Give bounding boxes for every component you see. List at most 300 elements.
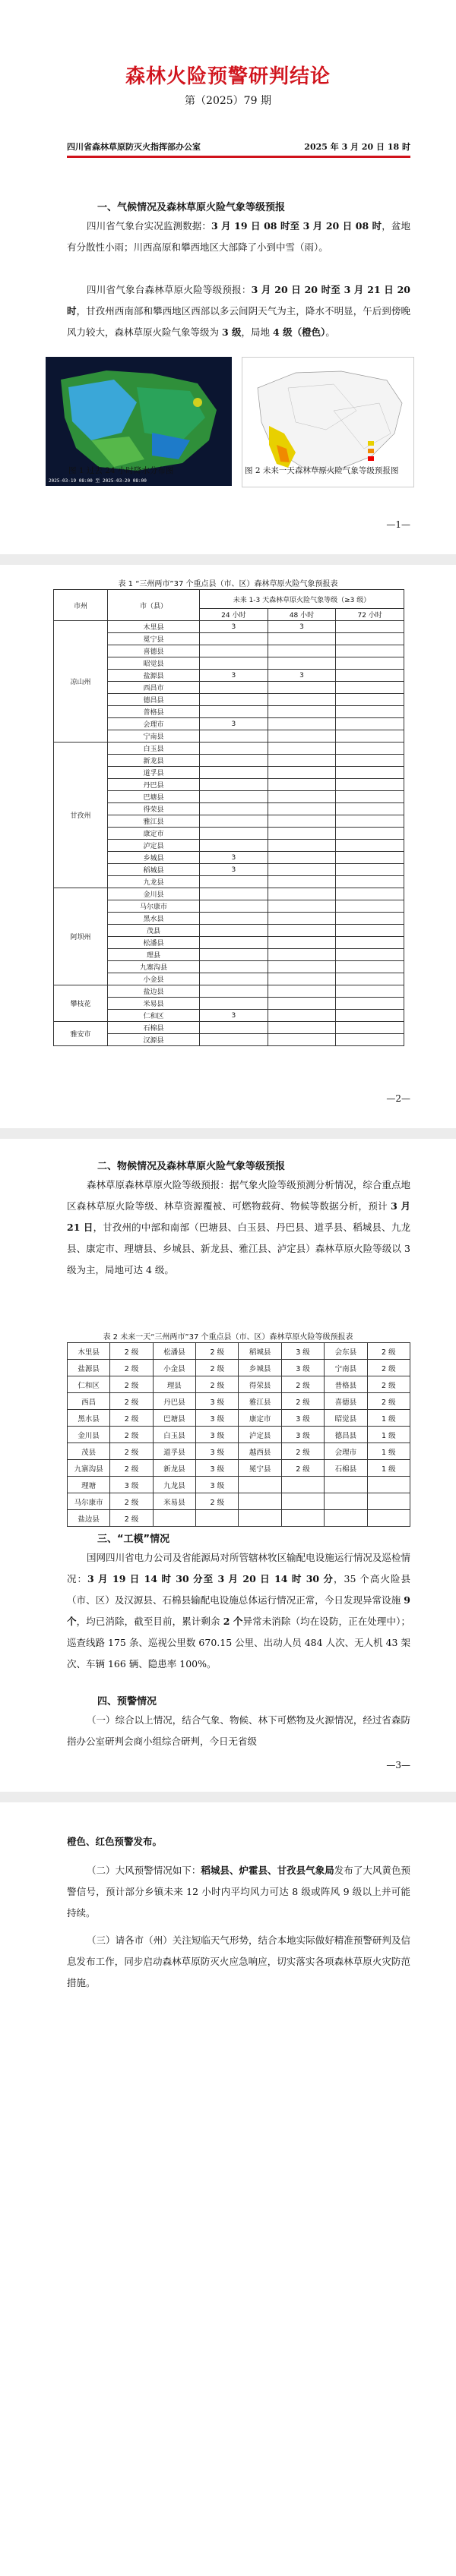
s4p2-text-c: 发布了大风黄色预警信号，预计部分乡镇未来 12 小时内平均风力可达 8 级或阵风 9 级以上并可能持续。: [67, 1865, 410, 1919]
t1-level-cell: [336, 694, 404, 706]
t1-level-cell: [336, 1010, 404, 1022]
t1-level-cell: [200, 1022, 268, 1034]
s1p2-level: 3 级: [221, 326, 242, 338]
t2-level-cell: 2 级: [110, 1343, 153, 1360]
t2-level-cell: 2 级: [110, 1510, 153, 1527]
t1-level-cell: [336, 815, 404, 828]
t2-county-cell: 盐源县: [68, 1360, 110, 1376]
t1-level-cell: [336, 973, 404, 985]
t1-level-cell: [200, 706, 268, 718]
s4p2-text-a: （二）大风预警情况如下：: [87, 1865, 201, 1876]
t1-level-cell: [336, 645, 404, 657]
s1p1-text-a: 四川省气象台实况监测数据：: [87, 220, 211, 232]
t2-county-cell: 冕宁县: [239, 1460, 281, 1477]
t2-county-cell: 泸定县: [239, 1427, 281, 1443]
t1-level-cell: [268, 755, 336, 767]
s2-text-c: ，甘孜州的中部和南部（巴塘县、白玉县、丹巴县、道孚县、稻城县、九龙县、康定市、理塘县、乡城县、新龙县、雅江县、泸定县）森林草原火险等级以 3 级为主，局地可达 4 级。: [67, 1222, 410, 1275]
t1-level-cell: [268, 973, 336, 985]
t2-level-cell: 3 级: [281, 1410, 324, 1427]
t2-county-cell: 松潘县: [153, 1343, 195, 1360]
s3-text-c: ，35 个高火险县（市、区）及汉源县、石棉县输配电设施总体运行情况正常，今日发现异常设施: [67, 1573, 410, 1606]
t1-level-cell: 3: [200, 621, 268, 633]
s3-count-remaining: 2 个: [223, 1616, 243, 1627]
table-row: [54, 1022, 404, 1034]
t1-col-48h: 48 小时: [268, 609, 336, 621]
t1-level-cell: [200, 998, 268, 1010]
t2-county-cell: 乡城县: [239, 1360, 281, 1376]
t1-county-cell: 黑水县: [108, 913, 200, 925]
t2-level-cell: 3 级: [196, 1427, 239, 1443]
t1-level-cell: [336, 949, 404, 961]
t1-level-cell: [200, 985, 268, 998]
t1-level-cell: [268, 1022, 336, 1034]
table-row: [68, 1477, 410, 1493]
table-row: [68, 1510, 410, 1527]
t1-county-cell: 普格县: [108, 706, 200, 718]
section1-heading: 一、气候情况及森林草原火险气象等级预报: [97, 202, 286, 213]
t1-level-cell: [200, 694, 268, 706]
t1-level-cell: [268, 913, 336, 925]
t1-level-cell: [336, 985, 404, 998]
t1-level-cell: [200, 755, 268, 767]
t2-level-cell: [281, 1510, 324, 1527]
t1-level-cell: [336, 743, 404, 755]
t2-county-cell: 白玉县: [153, 1427, 195, 1443]
t1-level-cell: [200, 913, 268, 925]
s2-text-a: 森林草原森林草原火险等级预报：据气象火险等级预测分析情况，综合重点地区森林草原火险等级、林草资源覆被、可燃物载荷、物候等数据分析，预计: [67, 1179, 410, 1212]
t1-level-cell: [268, 815, 336, 828]
t1-level-cell: [268, 803, 336, 815]
t1-level-cell: [336, 961, 404, 973]
t2-level-cell: [281, 1477, 324, 1493]
table-row: [68, 1393, 410, 1410]
t1-level-cell: 3: [200, 852, 268, 864]
t1-county-cell: 新龙县: [108, 755, 200, 767]
t1-body: [54, 621, 404, 1046]
t2-county-cell: [239, 1493, 281, 1510]
t1-level-cell: [336, 755, 404, 767]
t1-level-cell: [336, 718, 404, 730]
t1-level-cell: [336, 900, 404, 913]
page-separator: [0, 1128, 456, 1139]
t1-level-cell: [200, 973, 268, 985]
t1-level-cell: 3: [268, 621, 336, 633]
t1-county-cell: 昭觉县: [108, 657, 200, 670]
t1-level-cell: [200, 645, 268, 657]
t1-level-cell: [268, 730, 336, 743]
section3-para: [67, 1547, 410, 1675]
t1-level-cell: [268, 828, 336, 840]
table1-caption: 表 1 “三州两市”37 个重点县（市、区）森林草原火险气象预报表: [118, 580, 338, 588]
t1-level-cell: 3: [200, 1010, 268, 1022]
t1-level-cell: [200, 840, 268, 852]
t2-county-cell: 茂县: [68, 1443, 110, 1460]
t2-county-cell: 九龙县: [153, 1477, 195, 1493]
t2-county-cell: 九寨沟县: [68, 1460, 110, 1477]
precip-map-timestamp: 2025-03-19 08:00 至 2025-03-20 08:00: [49, 478, 147, 484]
issue-number: 第（2025）79 期: [185, 95, 271, 107]
t1-level-cell: [200, 657, 268, 670]
t1-county-cell: 小金县: [108, 973, 200, 985]
t1-level-cell: [268, 767, 336, 779]
t1-level-cell: [268, 706, 336, 718]
t1-col-pref: 市州: [54, 590, 108, 621]
t2-county-cell: 会东县: [325, 1343, 367, 1360]
t1-level-cell: [200, 925, 268, 937]
t1-county-cell: 盐源县: [108, 670, 200, 682]
s1p2-text-g: 。: [325, 326, 335, 338]
t1-county-cell: 雅江县: [108, 815, 200, 828]
s1p1-text-c: ，盆地有分散性小雨；川西高原和攀西地区大部降了小到中雪（雨）。: [67, 220, 410, 253]
t1-county-cell: 得荣县: [108, 803, 200, 815]
t1-col-county: 市（县）: [108, 590, 200, 621]
t2-level-cell: 2 级: [196, 1360, 239, 1376]
section4-heading: 四、预警情况: [97, 1696, 157, 1707]
table-row: [68, 1493, 410, 1510]
s2-date: 3 月 21 日: [67, 1200, 410, 1233]
t1-level-cell: [268, 718, 336, 730]
t1-level-cell: [268, 888, 336, 900]
t2-county-cell: 木里县: [68, 1343, 110, 1360]
section4-para1-cont: 橙色、红色预警发布。: [67, 1836, 163, 1847]
t1-level-cell: [268, 985, 336, 998]
t1-prefecture-cell: 阿坝州: [54, 888, 108, 985]
section1-para1: [67, 216, 410, 258]
fig1-caption: 图 1 过去 24 小时降水分布图: [68, 466, 174, 475]
t2-level-cell: 2 级: [110, 1360, 153, 1376]
t1-level-cell: 3: [268, 670, 336, 682]
section3-heading: 三、“工模”情况: [97, 1534, 170, 1545]
t2-level-cell: 2 级: [110, 1376, 153, 1393]
t2-county-cell: 仁和区: [68, 1376, 110, 1393]
issue-datetime: 2025 年 3 月 20 日 18 时: [304, 142, 410, 152]
t1-level-cell: [336, 730, 404, 743]
t1-level-cell: [268, 961, 336, 973]
t2-county-cell: 宁南县: [325, 1360, 367, 1376]
t2-county-cell: 巴塘县: [153, 1410, 195, 1427]
t2-level-cell: [367, 1510, 410, 1527]
t2-level-cell: [196, 1510, 239, 1527]
s1p2-text-e: ，局地: [241, 326, 274, 338]
t1-level-cell: [268, 840, 336, 852]
t1-level-cell: [336, 888, 404, 900]
s1p1-time: 3 月 19 日 08 时至 3 月 20 日 08 时: [211, 220, 382, 232]
t1-level-cell: [336, 621, 404, 633]
t1-level-cell: [268, 864, 336, 876]
t1-prefecture-cell: 攀枝花: [54, 985, 108, 1022]
t1-level-cell: [336, 779, 404, 791]
t2-county-cell: [239, 1477, 281, 1493]
t2-county-cell: [325, 1493, 367, 1510]
t2-body: [68, 1343, 410, 1527]
t1-level-cell: [200, 815, 268, 828]
t1-county-cell: 九龙县: [108, 876, 200, 888]
t2-level-cell: 3 级: [196, 1410, 239, 1427]
t1-col-72h: 72 小时: [336, 609, 404, 621]
t1-level-cell: [268, 694, 336, 706]
table-row: [54, 888, 404, 900]
t2-county-cell: 盐边县: [68, 1510, 110, 1527]
t2-level-cell: 1 级: [367, 1427, 410, 1443]
section2-para: [67, 1174, 410, 1281]
t1-county-cell: 理县: [108, 949, 200, 961]
t2-level-cell: 1 级: [367, 1443, 410, 1460]
t1-county-cell: 会理市: [108, 718, 200, 730]
t1-level-cell: [268, 925, 336, 937]
t1-county-cell: 喜德县: [108, 645, 200, 657]
t1-level-cell: [200, 937, 268, 949]
t2-county-cell: [325, 1510, 367, 1527]
t1-level-cell: [200, 682, 268, 694]
table-row: [68, 1376, 410, 1393]
t2-level-cell: 2 级: [367, 1393, 410, 1410]
t1-level-cell: [268, 779, 336, 791]
table2-caption: 表 2 未来一天“三州两市”37 个重点县（市、区）森林草原火险等级预报表: [103, 1333, 353, 1342]
t2-county-cell: 理县: [153, 1376, 195, 1393]
t2-level-cell: 3 级: [281, 1360, 324, 1376]
t1-level-cell: [268, 998, 336, 1010]
t1-level-cell: [200, 888, 268, 900]
t1-level-cell: [200, 949, 268, 961]
t2-county-cell: 米易县: [153, 1493, 195, 1510]
t1-level-cell: [200, 743, 268, 755]
t2-level-cell: 3 级: [196, 1460, 239, 1477]
t2-level-cell: 2 级: [281, 1393, 324, 1410]
t2-level-cell: 1 级: [367, 1410, 410, 1427]
t1-level-cell: 3: [200, 864, 268, 876]
t2-level-cell: 2 级: [110, 1443, 153, 1460]
t2-county-cell: 得荣县: [239, 1376, 281, 1393]
t1-level-cell: [336, 925, 404, 937]
t1-county-cell: 白玉县: [108, 743, 200, 755]
forecast-table-2: [67, 1342, 410, 1527]
table-row: [54, 985, 404, 998]
t1-county-cell: 德昌县: [108, 694, 200, 706]
t1-prefecture-cell: 雅安市: [54, 1022, 108, 1046]
t1-level-cell: [268, 900, 336, 913]
page-number-2-text: —2—: [386, 1093, 410, 1104]
table-row: [68, 1460, 410, 1477]
t1-level-cell: [200, 1034, 268, 1046]
page-number-3: [0, 1760, 456, 1770]
t2-county-cell: 金川县: [68, 1427, 110, 1443]
forecast-table-1: [53, 589, 404, 1046]
t2-level-cell: [367, 1477, 410, 1493]
t1-level-cell: [268, 937, 336, 949]
t1-level-cell: [336, 670, 404, 682]
t1-level-cell: [268, 852, 336, 864]
t1-level-cell: 3: [200, 718, 268, 730]
t2-level-cell: 2 级: [281, 1376, 324, 1393]
s1p2-time: 3 月 20 日 20 时至 3 月 21 日 20 时: [67, 284, 410, 317]
table-row: [68, 1427, 410, 1443]
t2-level-cell: 3 级: [281, 1343, 324, 1360]
t1-county-cell: 泸定县: [108, 840, 200, 852]
table-row: [68, 1410, 410, 1427]
t2-county-cell: 喜德县: [325, 1393, 367, 1410]
t2-level-cell: 2 级: [281, 1460, 324, 1477]
t1-level-cell: [200, 730, 268, 743]
s3-text-a: 国网四川省电力公司及省能源局对所管辖林牧区输配电设施运行情况及巡检情况：: [67, 1552, 410, 1584]
t1-level-cell: [336, 1022, 404, 1034]
t2-level-cell: 2 级: [196, 1376, 239, 1393]
t1-level-cell: [336, 937, 404, 949]
table-row: [54, 621, 404, 633]
t1-county-cell: 道孚县: [108, 767, 200, 779]
t2-level-cell: [367, 1493, 410, 1510]
t2-level-cell: 2 级: [367, 1376, 410, 1393]
page-1: [0, 0, 456, 484]
t2-level-cell: 2 级: [110, 1410, 153, 1427]
table-row: [68, 1343, 410, 1360]
t1-level-cell: [336, 657, 404, 670]
section4-para1: （一）综合以上情况，结合气象、物候、林下可燃物及火源情况，经过省森防指办公室研判会商小组综合研判，今日无省级: [67, 1714, 410, 1747]
t1-county-cell: 汉源县: [108, 1034, 200, 1046]
t1-level-cell: [268, 743, 336, 755]
t1-county-cell: 巴塘县: [108, 791, 200, 803]
t1-level-cell: [268, 791, 336, 803]
t1-level-cell: [336, 828, 404, 840]
table-row: [54, 743, 404, 755]
t1-county-cell: 乡城县: [108, 852, 200, 864]
t2-county-cell: 雅江县: [239, 1393, 281, 1410]
t1-level-cell: [268, 657, 336, 670]
t1-prefecture-cell: 凉山州: [54, 621, 108, 743]
s3-time: 3 月 19 日 14 时 30 分至 3 月 20 日 14 时 30 分: [87, 1573, 334, 1584]
t1-col-24h: 24 小时: [200, 609, 268, 621]
t2-county-cell: 德昌县: [325, 1427, 367, 1443]
t1-level-cell: [268, 682, 336, 694]
t2-level-cell: 3 级: [196, 1443, 239, 1460]
t1-level-cell: [336, 767, 404, 779]
t2-county-cell: [239, 1510, 281, 1527]
t2-level-cell: 2 级: [196, 1343, 239, 1360]
t2-county-cell: 稻城县: [239, 1343, 281, 1360]
t2-level-cell: 3 级: [196, 1477, 239, 1493]
t1-level-cell: [336, 803, 404, 815]
t1-level-cell: [336, 633, 404, 645]
t2-county-cell: 康定市: [239, 1410, 281, 1427]
t1-level-cell: [336, 706, 404, 718]
page-number-1-text: —1—: [386, 519, 410, 530]
t1-level-cell: [200, 791, 268, 803]
t1-level-cell: [200, 961, 268, 973]
t1-level-cell: [336, 998, 404, 1010]
t1-level-cell: [268, 645, 336, 657]
page-separator: [0, 554, 456, 565]
t2-county-cell: 道孚县: [153, 1443, 195, 1460]
section1-para2: [67, 279, 410, 343]
header-red-rule: [67, 156, 410, 158]
t1-county-cell: 丹巴县: [108, 779, 200, 791]
t1-county-cell: 冕宁县: [108, 633, 200, 645]
t1-county-cell: 稻城县: [108, 864, 200, 876]
t1-level-cell: [336, 682, 404, 694]
t2-county-cell: 小金县: [153, 1360, 195, 1376]
t1-county-cell: 西昌市: [108, 682, 200, 694]
t1-level-cell: [268, 633, 336, 645]
t1-county-cell: 宁南县: [108, 730, 200, 743]
t1-level-cell: [200, 767, 268, 779]
fig2-caption: 图 2 未来一天森林草原火险气象等级预报图: [245, 466, 399, 475]
page-number-1: [0, 519, 456, 530]
t1-level-cell: [200, 779, 268, 791]
t2-county-cell: 昭觉县: [325, 1410, 367, 1427]
t1-level-cell: [268, 1034, 336, 1046]
section2-heading: 二、物候情况及森林草原火险气象等级预报: [97, 1161, 286, 1172]
t1-level-cell: 3: [200, 670, 268, 682]
t2-level-cell: 3 级: [196, 1393, 239, 1410]
t2-level-cell: 2 级: [110, 1493, 153, 1510]
t1-level-cell: [268, 1010, 336, 1022]
t2-county-cell: 新龙县: [153, 1460, 195, 1477]
t2-county-cell: 会理市: [325, 1443, 367, 1460]
t1-county-cell: 盐边县: [108, 985, 200, 998]
page-separator: [0, 1792, 456, 1802]
t1-level-cell: [200, 633, 268, 645]
table-row: [68, 1443, 410, 1460]
page-number-3-text: —3—: [386, 1760, 410, 1770]
header-row: [67, 140, 410, 153]
t1-level-cell: [200, 876, 268, 888]
t2-county-cell: 普格县: [325, 1376, 367, 1393]
t1-col-group: 未来 1-3 天森林草原火险气象等级（≥3 级）: [200, 590, 404, 609]
t1-level-cell: [336, 1034, 404, 1046]
t1-prefecture-cell: 甘孜州: [54, 743, 108, 888]
t1-level-cell: [336, 840, 404, 852]
t1-county-cell: 金川县: [108, 888, 200, 900]
t1-level-cell: [336, 913, 404, 925]
t2-level-cell: 2 级: [196, 1493, 239, 1510]
t2-county-cell: 马尔康市: [68, 1493, 110, 1510]
t2-level-cell: 2 级: [367, 1360, 410, 1376]
s3-text-e: ，均已消除，截至目前，累计剩余: [76, 1616, 223, 1627]
issuing-org: 四川省森林草原防灭火指挥部办公室: [67, 142, 201, 152]
t2-level-cell: 2 级: [281, 1443, 324, 1460]
t1-county-cell: 茂县: [108, 925, 200, 937]
t1-county-cell: 仁和区: [108, 1010, 200, 1022]
t1-level-cell: [268, 876, 336, 888]
t1-county-cell: 康定市: [108, 828, 200, 840]
t2-level-cell: 2 级: [110, 1393, 153, 1410]
t1-level-cell: [200, 803, 268, 815]
s3-text-g: 异常未消除（均在设防，正在处理中）；巡查线路 175 条、巡视公里数 670.15 公里、出动人员 484 人次、无人机 43 架次、车辆 166 辆、隐患率 100%。: [67, 1616, 410, 1670]
t2-county-cell: [325, 1477, 367, 1493]
t2-county-cell: 西昌: [68, 1393, 110, 1410]
s1p2-text-c: ，甘孜州西南部和攀西地区西部以多云间阴天气为主，降水不明显，午后到傍晚风力较大，森林草原火险气象等级为: [67, 305, 410, 338]
t1-level-cell: [336, 864, 404, 876]
document-title: 森林火险预警研判结论: [125, 65, 331, 88]
t2-county-cell: 石棉县: [325, 1460, 367, 1477]
table-row: [68, 1360, 410, 1376]
s1p2-level-orange: 4 级（橙色）: [273, 326, 326, 338]
t2-level-cell: [281, 1493, 324, 1510]
t1-county-cell: 米易县: [108, 998, 200, 1010]
t1-level-cell: [268, 949, 336, 961]
section4-para3: （三）请各市（州）关注短临天气形势，结合本地实际做好精准预警研判及信息发布工作，同步启动森林草原防灭火应急响应，切实落实各项森林草原火灾防范措施。: [67, 1934, 410, 1988]
t1-county-cell: 松潘县: [108, 937, 200, 949]
t1-level-cell: [200, 900, 268, 913]
t1-county-cell: 石棉县: [108, 1022, 200, 1034]
s4p2-counties: 稻城县、炉霍县、甘孜县气象局: [201, 1865, 334, 1876]
t2-county-cell: 丹巴县: [153, 1393, 195, 1410]
t2-county-cell: 越西县: [239, 1443, 281, 1460]
t1-county-cell: 木里县: [108, 621, 200, 633]
s1p2-text-a: 四川省气象台森林草原火险等级预报：: [87, 284, 252, 295]
t2-level-cell: 3 级: [110, 1477, 153, 1493]
t2-level-cell: 2 级: [110, 1427, 153, 1443]
t1-level-cell: [336, 852, 404, 864]
